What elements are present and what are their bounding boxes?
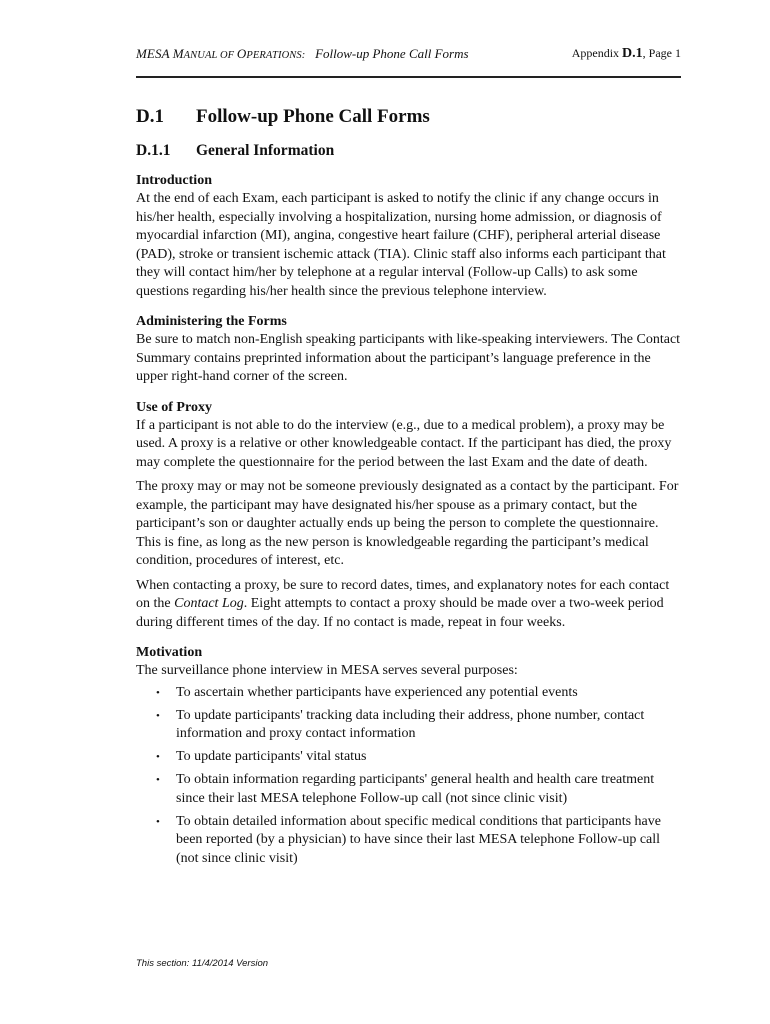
proxy-section	[136, 399, 684, 633]
section-heading	[136, 104, 684, 130]
introduction-section	[136, 172, 684, 301]
introduction-paragraph: At the end of each Exam, each participant is asked to notify the clinic if any change occurs in his/her health, especially involving a hospitalization, nursing home admission, or diagnosis of myocardial infarction (MI), angina, congestive heart failure (CHF), peripheral arterial disease (PAD), stroke or transient ischemic attack (TIA). Clinic staff also informs each participant that they will contact him/her by telephone at a regular interval (Follow-up Calls) to ask some questions regarding his/her health since the previous telephone interview.	[136, 191, 666, 299]
motivation-heading: Motivation	[136, 645, 203, 660]
list-item-text: To obtain detailed information about specific medical conditions that participants have been reported (by a physician) to have since their last MESA telephone Follow-up call (not since clinic visit)	[176, 813, 661, 866]
subsection-title: General Information	[196, 142, 335, 159]
administering-section	[136, 313, 684, 387]
header-divider	[136, 76, 681, 78]
header-subtitle: Follow-up Phone Call Forms	[315, 46, 469, 61]
manual-title-part: PERATIONS:	[246, 50, 306, 61]
proxy-paragraph-2: The proxy may or may not be someone previously designated as a contact by the participant. For example, the participant may have designated his/her spouse as a primary contact, but the participant’s son or daughter actually ends up being the person to complete the questionnaire. This is fine, as long as the new person is knowledgeable regarding the participant’s medical condition, procedures of interest, etc.	[136, 479, 679, 568]
proxy-paragraph-3-text: . Eight attempts to contact a proxy should be made over a two-week period during different times of the day. If no contact is made, repeat in four weeks.	[136, 596, 664, 630]
appendix-number: D.1	[622, 46, 643, 61]
list-item	[136, 748, 684, 767]
list-item-text: To ascertain whether participants have experienced any potential events	[176, 684, 578, 700]
section-title: Follow-up Phone Call Forms	[196, 106, 430, 127]
bullet-icon: •	[156, 774, 160, 786]
manual-title-part: ANUAL OF	[183, 50, 237, 61]
list-item	[136, 684, 684, 703]
list-item-text: To update participants' tracking data including their address, phone number, contact information and proxy contact information	[176, 707, 645, 741]
bullet-icon: •	[156, 686, 160, 699]
page-reference	[572, 46, 681, 62]
list-item	[136, 813, 684, 869]
running-header	[136, 46, 681, 66]
motivation-list	[136, 684, 684, 869]
administering-heading: Administering the Forms	[136, 314, 287, 329]
bullet-icon: •	[156, 751, 160, 763]
subsection-number: D.1.1	[136, 142, 171, 159]
manual-title-part: O	[236, 46, 247, 61]
proxy-paragraph-1: If a participant is not able to do the interview (e.g., due to a medical problem), a proxy may be used. A proxy is a relative or other knowledgeable contact. If the participant has died, the proxy may complete the questionnaire for the period between the last Exam and the date of death.	[136, 417, 672, 470]
bullet-icon: •	[156, 709, 160, 722]
list-item-text: To obtain information regarding participants' general health and health care treatment since their last MESA telephone Follow-up call (not since clinic visit)	[176, 772, 655, 806]
proxy-paragraph-3-text: When contacting a proxy, be sure to record dates, times, and explanatory notes for each contact on the	[136, 577, 670, 611]
list-item	[136, 707, 684, 744]
document-body	[136, 104, 684, 873]
version-footer: This section: 11/4/2014 Version	[136, 958, 269, 969]
motivation-intro: The surveillance phone interview in MESA serves several purposes:	[136, 663, 518, 678]
proxy-heading: Use of Proxy	[136, 399, 212, 415]
list-item	[136, 771, 684, 808]
proxy-paragraph-3	[136, 577, 684, 633]
introduction-heading: Introduction	[136, 173, 212, 188]
contact-log-reference: Contact Log	[174, 596, 244, 611]
list-item-text: To update participants' vital status	[176, 749, 367, 764]
manual-title	[136, 46, 305, 61]
section-number: D.1	[136, 106, 164, 127]
appendix-label: Appendix	[571, 46, 620, 60]
motivation-section	[136, 644, 684, 868]
administering-paragraph: Be sure to match non-English speaking participants with like-speaking interviewers. The Contact Summary contains preprinted information about the participant’s language preference in the upper right-hand corner of the screen.	[136, 332, 681, 384]
bullet-icon: •	[156, 815, 160, 828]
page-number: , Page 1	[642, 46, 681, 60]
manual-title-part: MESA M	[136, 46, 184, 61]
subsection-heading	[136, 140, 684, 162]
